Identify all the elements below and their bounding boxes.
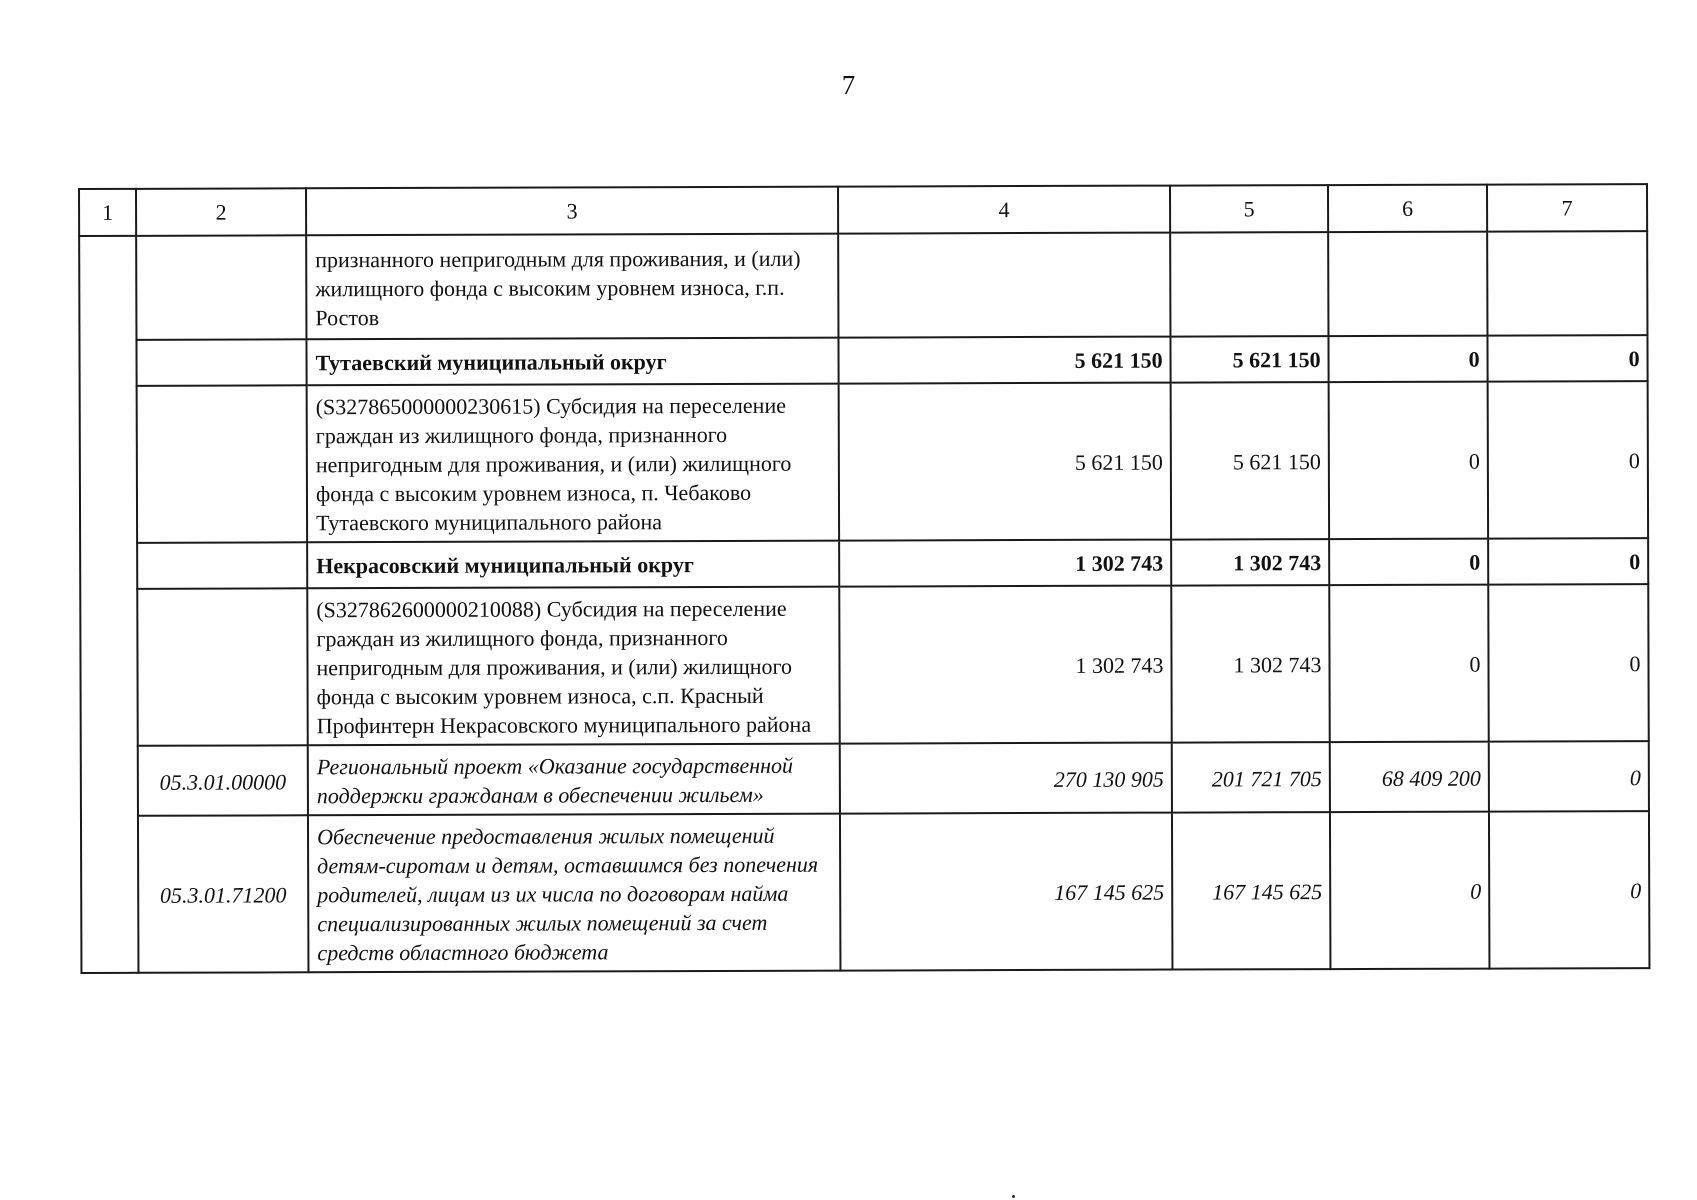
header-row: [79, 184, 1647, 236]
header-col-1: 1: [79, 189, 136, 236]
row-value-col5: 5 621 150: [1171, 382, 1329, 539]
header-col-4: 4: [838, 186, 1170, 234]
row-description: (S327862600000210088) Субсидия на переселение граждан из жилищного фонда, признанного непригодным для проживания, и (или) жилищного фонда с высоким уровнем износа, с.п. Красный Профинтерн Некрасовского муниципального района: [307, 587, 839, 746]
row-value-col7: 0: [1488, 584, 1648, 742]
row-value-col4: 5 621 150: [838, 337, 1170, 384]
row-value-col6: [1328, 232, 1487, 336]
row-value-col5: 201 721 705: [1172, 742, 1330, 812]
row-value-col7: 0: [1489, 741, 1649, 812]
row-value-col6: 0: [1329, 539, 1488, 585]
row-code: 05.3.01.00000: [138, 745, 308, 816]
row-value-col6: 0: [1330, 812, 1489, 969]
row-code: [137, 542, 307, 589]
row-value-col5: [1170, 232, 1328, 336]
header-col-6: 6: [1328, 185, 1487, 232]
row-code: [136, 339, 306, 386]
row-value-col4: 270 130 905: [840, 743, 1172, 814]
row-code: [136, 235, 306, 340]
header-col-5: 5: [1170, 185, 1328, 232]
row-value-col5: 167 145 625: [1172, 812, 1330, 969]
table-row: [79, 231, 1647, 340]
header-col-7: 7: [1487, 184, 1647, 232]
page-number: 7: [841, 70, 856, 100]
row-value-col4: [838, 233, 1170, 338]
table-row-district: [80, 538, 1648, 589]
row-value-col4: 167 145 625: [840, 813, 1172, 971]
header-col-3: 3: [306, 187, 838, 236]
table-row: [80, 381, 1648, 543]
row-value-col5: 5 621 150: [1170, 336, 1328, 382]
row-value-col6: 0: [1328, 336, 1487, 382]
row-value-col7: 0: [1487, 335, 1647, 382]
budget-table: [78, 183, 1650, 974]
row-description: (S327865000000230615) Субсидия на переселение граждан из жилищного фонда, признанного непригодным для проживания, и (или) жилищного фонда с высоким уровнем износа, п. Чебаково Тутаевского муниципального района: [307, 384, 839, 543]
row-description: признанного непригодным для проживания, и (или) жилищного фонда с высоким уровнем износа, г.п. Ростов: [306, 234, 838, 340]
col1-merged-cell: [79, 236, 138, 973]
row-value-col5: 1 302 743: [1171, 539, 1329, 585]
row-code: [137, 385, 307, 543]
row-value-col6: 0: [1329, 382, 1488, 539]
scan-speck: [1012, 1195, 1015, 1198]
row-value-col4: 1 302 743: [839, 540, 1171, 587]
row-value-col7: 0: [1488, 381, 1648, 539]
row-description: Некрасовский муниципальный округ: [307, 541, 839, 589]
table-row-project: [81, 811, 1649, 973]
row-description: Региональный проект «Оказание государственной поддержки гражданам в обеспечении жильем»: [308, 744, 840, 816]
row-value-col7: 0: [1488, 538, 1648, 585]
row-value-col4: 5 621 150: [839, 383, 1171, 541]
row-description: Тутаевский муниципальный округ: [306, 338, 838, 386]
row-value-col4: 1 302 743: [839, 586, 1171, 744]
table-row: [80, 584, 1648, 746]
row-description: Обеспечение предоставления жилых помещений детям-сиротам и детям, оставшимся без попечения родителей, лицам из их числа по договорам найма специализированных жилых помещений за счет средств областного бюджета: [308, 814, 840, 973]
table-row-project: [81, 741, 1649, 816]
table-row-district: [79, 335, 1647, 386]
row-code: 05.3.01.71200: [138, 815, 308, 973]
row-value-col7: 0: [1489, 811, 1649, 969]
row-value-col6: 0: [1329, 585, 1488, 742]
row-value-col7: [1487, 231, 1647, 336]
row-value-col5: 1 302 743: [1171, 585, 1329, 742]
header-col-2: 2: [136, 188, 306, 236]
row-code: [137, 588, 307, 746]
row-value-col6: 68 409 200: [1330, 742, 1489, 812]
